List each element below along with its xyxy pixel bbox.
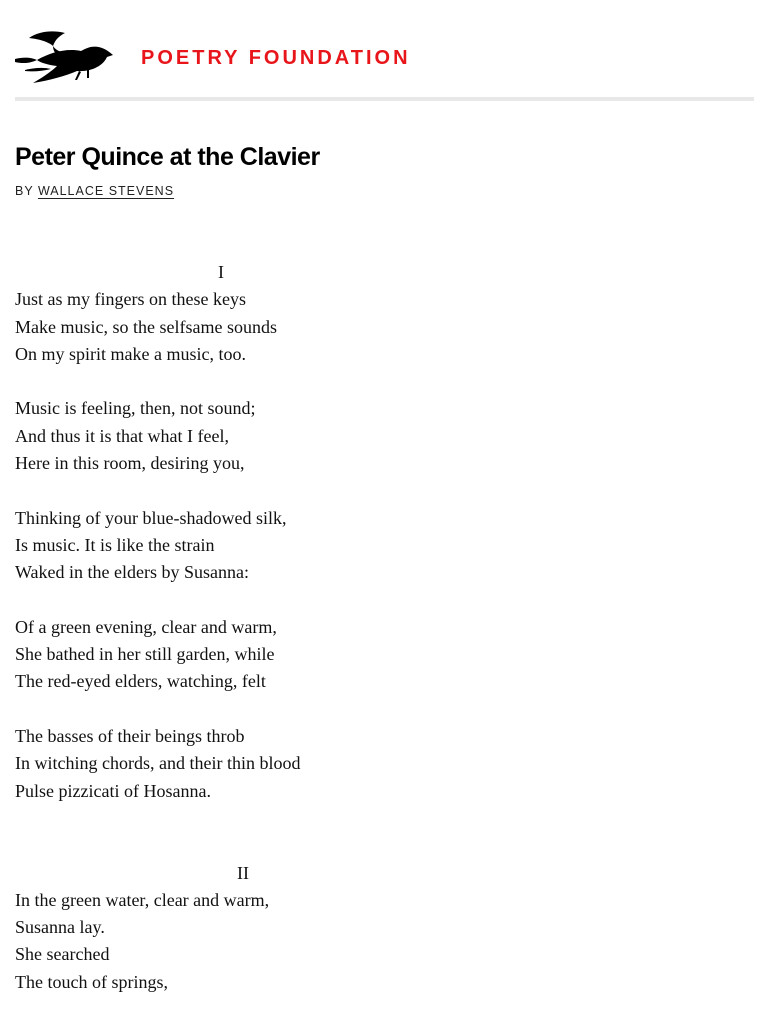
stanza-break: [15, 368, 755, 395]
header-divider: [15, 97, 754, 101]
poem-body: [15, 259, 755, 996]
poem-line: She searched: [15, 944, 110, 965]
poem-line: The touch of springs,: [15, 971, 168, 992]
poem-title: Peter Quince at the Clavier: [15, 143, 320, 171]
stanza-break: [15, 477, 755, 504]
poem-byline: [15, 184, 174, 198]
poem-line: And thus it is that what I feel,: [15, 425, 229, 446]
poem-line: In the green water, clear and warm,: [15, 889, 270, 910]
section-numeral: I: [218, 262, 224, 282]
stanza-break: [15, 696, 755, 723]
poem-line: On my spirit make a music, too.: [15, 343, 246, 364]
poem-line: Of a green evening, clear and warm,: [15, 616, 277, 637]
poem-line: The red-eyed elders, watching, felt: [15, 671, 266, 692]
poem-line: The basses of their beings throb: [15, 726, 245, 747]
pegasus-bird-icon[interactable]: [15, 30, 115, 86]
brand-logo-link[interactable]: POETRY FOUNDATION: [141, 47, 411, 69]
poem-line: Susanna lay.: [15, 917, 105, 938]
poem-line: In witching chords, and their thin blood: [15, 753, 301, 774]
poem-line: Just as my fingers on these keys: [15, 289, 246, 310]
poem-line: Thinking of your blue-shadowed silk,: [15, 507, 287, 528]
stanza-break: [15, 805, 755, 832]
section-numeral: II: [237, 862, 249, 883]
poem-line: Music is feeling, then, not sound;: [15, 398, 256, 419]
poem-line: Is music. It is like the strain: [15, 534, 215, 555]
poem-line: Waked in the elders by Susanna:: [15, 562, 249, 583]
poem-line: Pulse pizzicati of Hosanna.: [15, 780, 211, 801]
site-header: [0, 0, 768, 100]
byline-label: BY: [15, 184, 34, 198]
author-link[interactable]: WALLACE STEVENS: [37, 184, 175, 198]
poem-line: Here in this room, desiring you,: [15, 453, 245, 474]
stanza-break: [15, 587, 755, 614]
section-break: [15, 832, 755, 859]
poem-line: She bathed in her still garden, while: [15, 644, 275, 665]
poem-line: Make music, so the selfsame sounds: [15, 316, 277, 337]
